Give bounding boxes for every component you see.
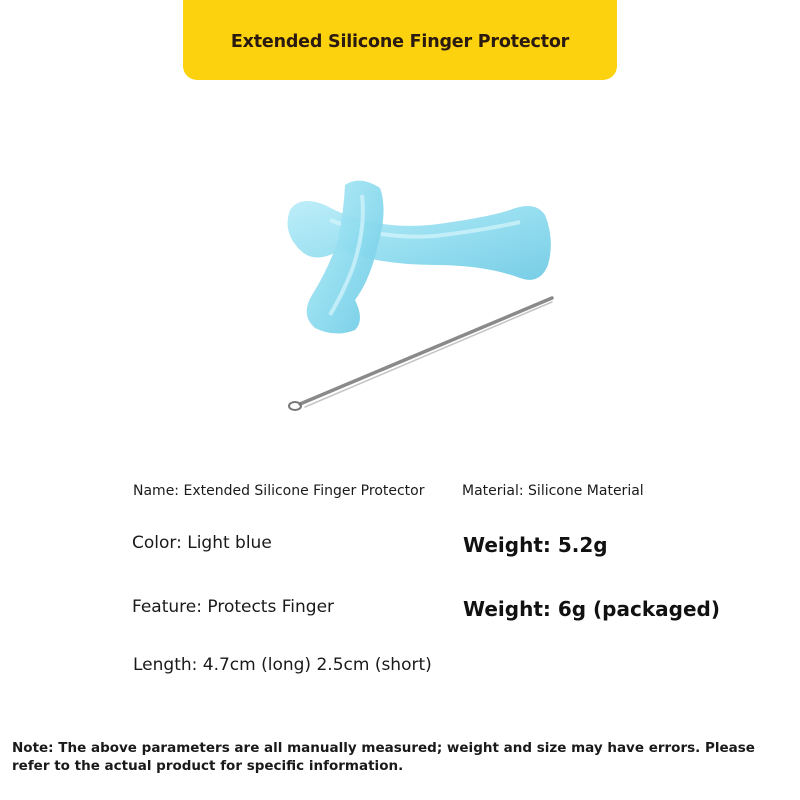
disclaimer-note: Note: The above parameters are all manually measured; weight and size may have errors. Please refer to the actual product for specific information. [12,740,755,774]
title-banner [183,0,617,80]
banner-title: Extended Silicone Finger Protector [230,32,570,52]
spec-color: Color: Light blue [132,533,272,553]
spec-feature: Feature: Protects Finger [132,597,335,617]
spec-weight: Weight: 5.2g [463,533,608,557]
spec-length: Length: 4.7cm (long) 2.5cm (short) [133,655,432,675]
product-image [270,170,570,430]
spec-weight-packaged: Weight: 6g (packaged) [463,597,720,621]
spec-name: Name: Extended Silicone Finger Protector [133,483,425,499]
spec-material: Material: Silicone Material [462,483,644,499]
